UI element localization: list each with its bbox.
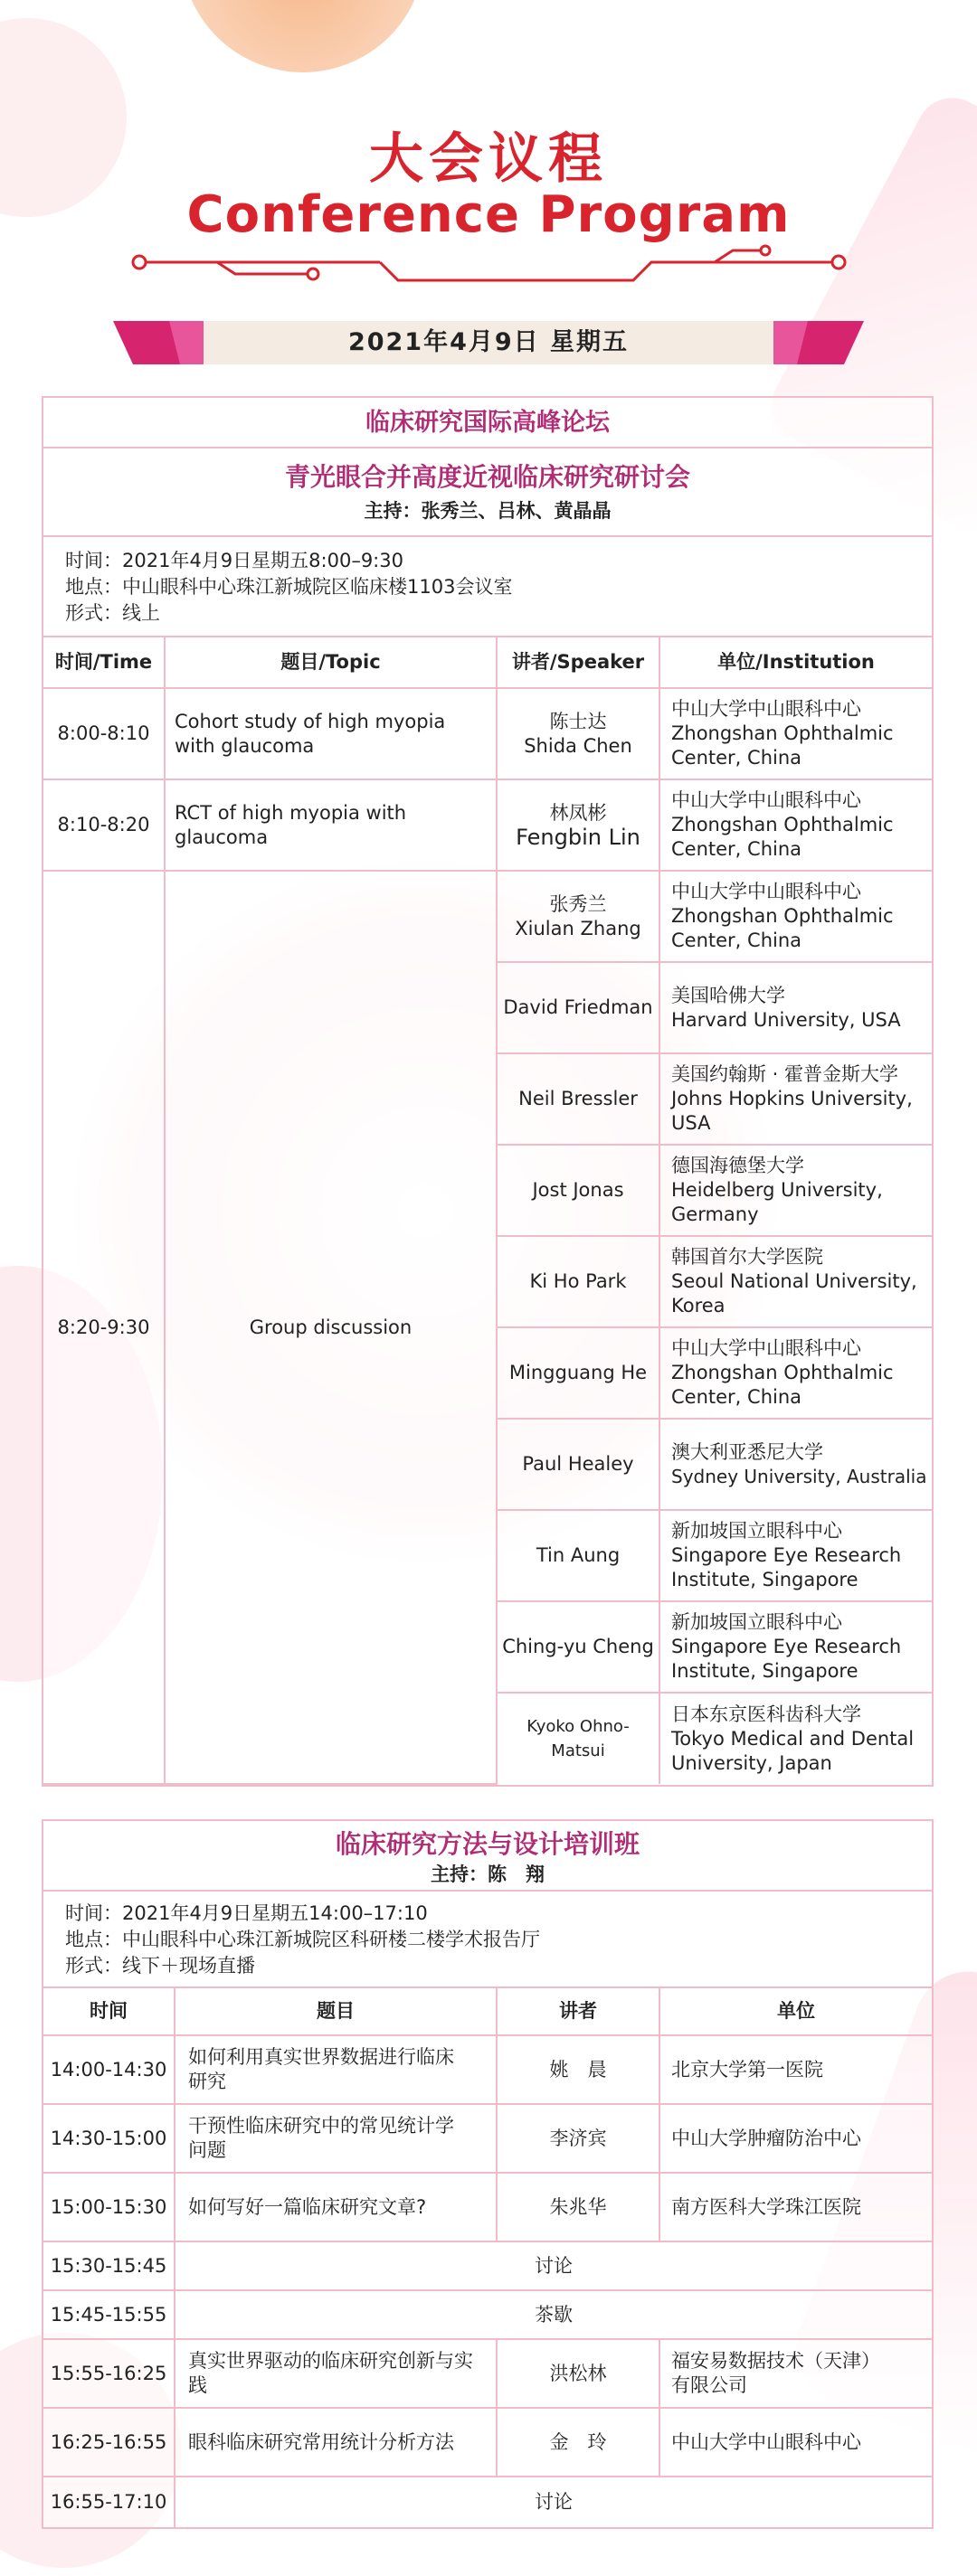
speaker-cell: Neil Bressler: [497, 1053, 659, 1145]
time-cell: 15:30-15:45: [43, 2241, 175, 2290]
training-table-wrap: [43, 1988, 932, 2527]
speaker-cell: 金 玲: [497, 2408, 659, 2477]
training-header: [43, 1821, 932, 1892]
column-header: 时间/Time: [43, 637, 165, 688]
table-header-row: [43, 1988, 932, 2035]
table-row: [43, 2339, 932, 2408]
time-cell: 8:20-9:30: [43, 871, 165, 1784]
training-info: [43, 1892, 932, 1988]
institution-cell: 日本东京医科齿科大学 Tokyo Medical and Dental University, Japan: [659, 1693, 932, 1784]
institution-cell: 中山大学中山眼科中心: [659, 2408, 932, 2477]
session-host: 主持：张秀兰、吕林、黄晶晶: [364, 500, 612, 522]
topic-cell: Group discussion: [165, 871, 497, 1784]
forum-title: 临床研究国际高峰论坛: [43, 398, 932, 448]
column-header: 单位: [659, 1988, 932, 2035]
time-cell: 14:30-15:00: [43, 2104, 175, 2173]
span-cell: 讨论: [175, 2241, 932, 2290]
institution-cell: 中山大学中山眼科中心 Zhongshan Ophthalmic Center, China: [659, 871, 932, 962]
speaker-cell: 李济宾: [497, 2104, 659, 2173]
speaker-cell: Tin Aung: [497, 1510, 659, 1601]
institution-cell: 南方医科大学珠江医院: [659, 2173, 932, 2241]
speaker-cell: Paul Healey: [497, 1419, 659, 1510]
institution-cell: 德国海德堡大学 Heidelberg University, Germany: [659, 1145, 932, 1236]
speaker-cell: Kyoko Ohno-Matsui: [497, 1693, 659, 1784]
time-cell: 8:00-8:10: [43, 688, 165, 779]
table-row: [43, 2290, 932, 2339]
time-cell: 14:00-14:30: [43, 2035, 175, 2104]
institution-cell: 美国约翰斯 · 霍普金斯大学 Johns Hopkins University, USA: [659, 1053, 932, 1145]
span-cell: 茶歇: [175, 2290, 932, 2339]
column-header: 题目: [175, 1988, 497, 2035]
info-format: 形式：线上: [65, 602, 160, 624]
table-row: [43, 2241, 932, 2290]
forum-table-wrap: [43, 637, 932, 1785]
institution-cell: 中山大学中山眼科中心 Zhongshan Ophthalmic Center, China: [659, 1327, 932, 1419]
time-cell: 16:55-17:10: [43, 2477, 175, 2527]
speaker-cell: 张秀兰 Xiulan Zhang: [497, 871, 659, 962]
training-host: 主持：陈 翔: [431, 1864, 545, 1885]
forum-panel: [42, 396, 934, 1787]
institution-cell: 中山大学中山眼科中心 Zhongshan Ophthalmic Center, China: [659, 688, 932, 779]
training-title: 临床研究方法与设计培训班: [335, 1829, 640, 1859]
column-header: 讲者/Speaker: [497, 637, 659, 688]
table-row: [43, 2035, 932, 2104]
span-cell: 讨论: [175, 2477, 932, 2527]
session-title: 青光眼合并高度近视临床研究研讨会: [284, 462, 690, 492]
speaker-cell: 姚 晨: [497, 2035, 659, 2104]
speaker-cell: Mingguang He: [497, 1327, 659, 1419]
speaker-cell: 陈士达 Shida Chen: [497, 688, 659, 779]
speaker-cell: David Friedman: [497, 962, 659, 1053]
page-title-en: Conference Program: [186, 185, 791, 244]
institution-cell: 中山大学肿瘤防治中心: [659, 2104, 932, 2173]
info-time: 时间：2021年4月9日星期五8:00–9:30: [65, 550, 403, 571]
table-row: [43, 871, 932, 962]
institution-cell: 韩国首尔大学医院 Seoul National University, Korea: [659, 1236, 932, 1327]
topic-cell: 如何写好一篇临床研究文章?: [175, 2173, 497, 2241]
institution-cell: 中山大学中山眼科中心 Zhongshan Ophthalmic Center, China: [659, 779, 932, 871]
speaker-cell: Ki Ho Park: [497, 1236, 659, 1327]
column-header: 题目/Topic: [165, 637, 497, 688]
date-text: 2021年4月9日 星期五: [347, 328, 630, 356]
page-title-cn: 大会议程: [369, 127, 608, 191]
table-row: [43, 2104, 932, 2173]
table-row: [43, 688, 932, 779]
institution-cell: 新加坡国立眼科中心 Singapore Eye Research Institute, Singapore: [659, 1601, 932, 1693]
speaker-cell: 洪松林: [497, 2339, 659, 2408]
table-row: [43, 2477, 932, 2527]
date-banner: [113, 321, 864, 364]
time-cell: 8:10-8:20: [43, 779, 165, 871]
speaker-cell: 林凤彬 Fengbin Lin: [497, 779, 659, 871]
time-cell: 15:45-15:55: [43, 2290, 175, 2339]
topic-cell: 干预性临床研究中的常见统计学 问题: [175, 2104, 497, 2173]
table-header-row: [43, 637, 932, 688]
forum-schedule-table: [43, 637, 932, 1785]
session-info: [43, 537, 932, 637]
topic-cell: RCT of high myopia with glaucoma: [165, 779, 497, 871]
topic-cell: Cohort study of high myopia with glaucoma: [165, 688, 497, 779]
topic-cell: 如何利用真实世界数据进行临床 研究: [175, 2035, 497, 2104]
table-row: [43, 2408, 932, 2477]
training-panel: [42, 1819, 934, 2529]
institution-cell: 新加坡国立眼科中心 Singapore Eye Research Institute, Singapore: [659, 1510, 932, 1601]
topic-cell: 真实世界驱动的临床研究创新与实践: [175, 2339, 497, 2408]
institution-cell: 北京大学第一医院: [659, 2035, 932, 2104]
session-header: [43, 448, 932, 537]
institution-cell: 美国哈佛大学 Harvard University, USA: [659, 962, 932, 1053]
column-header: 时间: [43, 1988, 175, 2035]
circuit-line-decoration: [127, 240, 850, 294]
time-cell: 15:00-15:30: [43, 2173, 175, 2241]
table-row: [43, 2173, 932, 2241]
speaker-cell: 朱兆华: [497, 2173, 659, 2241]
column-header: 单位/Institution: [659, 637, 932, 688]
topic-cell: 眼科临床研究常用统计分析方法: [175, 2408, 497, 2477]
time-cell: 16:25-16:55: [43, 2408, 175, 2477]
info-location: 地点：中山眼科中心珠江新城院区临床楼1103会议室: [65, 576, 513, 598]
info-time: 时间：2021年4月9日星期五14:00–17:10: [65, 1902, 428, 1924]
time-cell: 15:55-16:25: [43, 2339, 175, 2408]
info-location: 地点：中山眼科中心珠江新城院区科研楼二楼学术报告厅: [65, 1929, 540, 1950]
speaker-cell: Ching-yu Cheng: [497, 1601, 659, 1693]
info-format: 形式：线下＋现场直播: [65, 1955, 255, 1977]
speaker-cell: Jost Jonas: [497, 1145, 659, 1236]
institution-cell: 福安易数据技术（天津） 有限公司: [659, 2339, 932, 2408]
column-header: 讲者: [497, 1988, 659, 2035]
institution-cell: 澳大利亚悉尼大学 Sydney University, Australia: [659, 1419, 932, 1510]
table-row: [43, 779, 932, 871]
training-schedule-table: [43, 1988, 932, 2527]
